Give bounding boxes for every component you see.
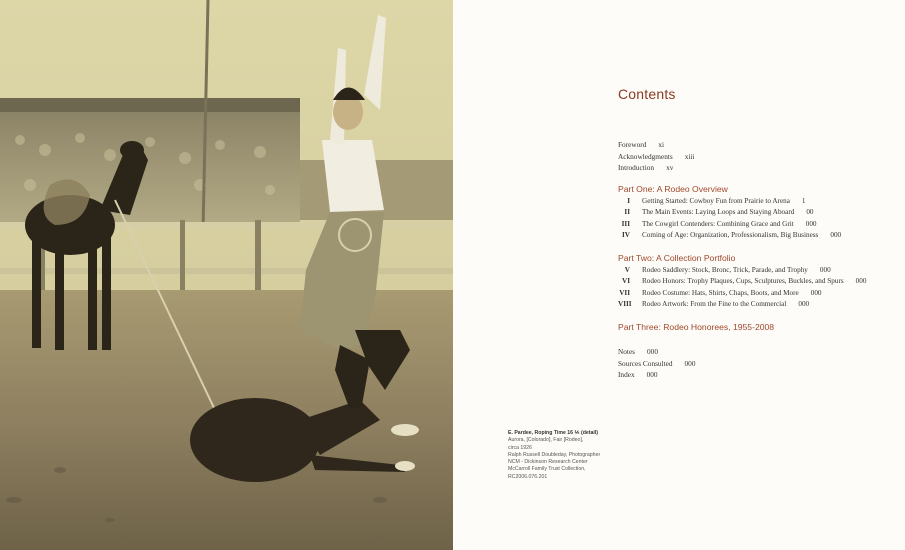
chapter-title: Getting Started: Cowboy Fun from Prairie to Arena [642, 197, 790, 205]
part-one-heading[interactable]: Part One: A Rodeo Overview [618, 184, 728, 194]
entry-label: Acknowledgments [618, 151, 673, 161]
chapter-title: The Cowgirl Contenders: Combining Grace and Grit [642, 219, 794, 228]
entry-page: xi [658, 140, 665, 149]
chapter-number: V [624, 266, 630, 274]
chapter-item[interactable] [618, 266, 866, 277]
entry-page: 000 [684, 358, 696, 368]
part-three-heading[interactable]: Part Three: Rodeo Honorees, 1955-2008 [618, 322, 775, 332]
chapter-item[interactable] [618, 277, 866, 288]
back-matter-item[interactable] [618, 359, 695, 371]
entry-page: 000 [646, 370, 658, 379]
chapter-title: The Main Events: Laying Loops and Staying Aboard [642, 208, 795, 217]
chapter-page: 000 [805, 219, 817, 228]
part-one-chapters [618, 197, 841, 243]
chapter-item[interactable] [618, 231, 841, 242]
back-matter-item[interactable] [618, 370, 695, 382]
chapter-page: 00 [806, 208, 814, 217]
chapter-title: Coming of Age: Organization, Professionalism, Big Business [642, 231, 819, 240]
caption-line: circa 1926 [508, 444, 532, 451]
entry-page: xv [666, 163, 674, 172]
page-title: Contents [618, 86, 676, 102]
chapter-number: VI [622, 277, 630, 286]
front-matter-item[interactable] [618, 152, 694, 164]
part-two-chapters [618, 266, 866, 312]
chapter-item[interactable] [618, 220, 841, 231]
chapter-item[interactable] [618, 300, 866, 311]
chapter-page: 000 [810, 288, 822, 297]
chapter-page: 000 [830, 231, 842, 240]
entry-label: Sources Consulted [618, 358, 673, 368]
chapter-item[interactable] [618, 197, 841, 208]
photo-caption [508, 430, 600, 481]
caption-title: E. Pardee, Roping Time 16 ⅕ (detail) [508, 430, 598, 436]
part-two-heading[interactable]: Part Two: A Collection Portfolio [618, 253, 736, 263]
caption-line: NCM - Dickinson Research Center [508, 459, 588, 466]
chapter-item[interactable] [618, 289, 866, 300]
back-matter-item[interactable] [618, 347, 695, 359]
caption-line: RC2006.076.201 [508, 473, 548, 480]
chapter-number: IV [622, 231, 630, 240]
chapter-number: VIII [618, 300, 632, 309]
caption-line: Aurora, [Colorado], Fair [Rodeo], [508, 437, 584, 444]
front-matter-item[interactable] [618, 163, 694, 175]
entry-label: Foreword [618, 140, 647, 149]
chapter-title: Rodeo Saddlery: Stock, Bronc, Trick, Parade, and Trophy [642, 266, 808, 274]
caption-line: McCarroll Family Trust Collection, [508, 466, 586, 473]
chapter-number: III [621, 219, 630, 228]
entry-label: Introduction [618, 163, 655, 172]
caption-line: Ralph Russell Doubleday, Photographer [508, 451, 601, 458]
front-matter-list [618, 140, 694, 175]
chapter-page: 1 [801, 197, 806, 205]
chapter-number: I [627, 197, 630, 205]
chapter-title: Rodeo Honors: Trophy Plaques, Cups, Sculptures, Buckles, and Spurs [642, 277, 844, 286]
entry-page: 000 [647, 347, 658, 356]
chapter-page: 000 [819, 266, 831, 274]
chapter-title: Rodeo Costume: Hats, Shirts, Chaps, Boots, and More [642, 288, 799, 297]
chapter-item[interactable] [618, 208, 841, 219]
back-matter-list [618, 347, 695, 382]
entry-label: Index [618, 370, 635, 379]
entry-page: xiii [684, 151, 695, 161]
chapter-page: 000 [855, 277, 867, 286]
chapter-title: Rodeo Artwork: From the Fine to the Commercial [642, 300, 787, 309]
chapter-number: VII [619, 288, 630, 297]
front-matter-item[interactable] [618, 140, 694, 152]
entry-label: Notes [618, 347, 636, 356]
chapter-number: II [624, 208, 630, 217]
chapter-page: 000 [798, 300, 810, 309]
